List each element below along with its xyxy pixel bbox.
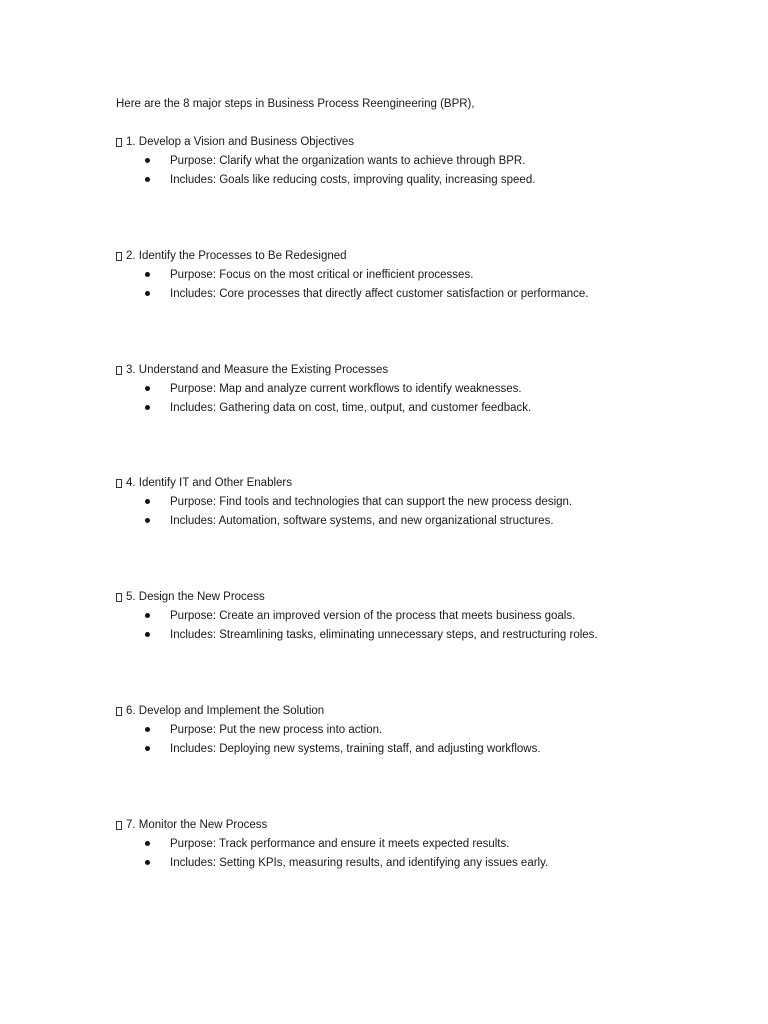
- bullet-icon: [145, 386, 150, 391]
- step-5: [116, 589, 736, 646]
- step-heading: [116, 248, 736, 264]
- bullet-icon: [145, 613, 150, 618]
- step-heading: [116, 475, 736, 491]
- list-item: [116, 627, 736, 646]
- list-item: [116, 400, 736, 419]
- list-item: [116, 513, 736, 532]
- bullet-text: Includes: Setting KPIs, measuring results, and identifying any issues early.: [170, 857, 549, 869]
- bullet-list: [116, 153, 736, 191]
- bullet-text: Purpose: Find tools and technologies that can support the new process design.: [170, 496, 573, 508]
- missing-glyph-icon: [116, 479, 122, 488]
- step-title: 7. Monitor the New Process: [126, 819, 268, 831]
- bullet-list: [116, 494, 736, 532]
- step-title: 5. Design the New Process: [126, 591, 265, 603]
- bullet-icon: [145, 727, 150, 732]
- bullet-text: Purpose: Map and analyze current workflows to identify weaknesses.: [170, 383, 522, 395]
- bullet-icon: [145, 746, 150, 751]
- missing-glyph-icon: [116, 138, 122, 147]
- bullet-list: [116, 381, 736, 419]
- step-7: [116, 817, 736, 874]
- step-title: 2. Identify the Processes to Be Redesigned: [126, 250, 347, 262]
- list-item: [116, 855, 736, 874]
- bullet-text: Purpose: Create an improved version of the process that meets business goals.: [170, 610, 576, 622]
- missing-glyph-icon: [116, 366, 122, 375]
- list-item: [116, 722, 736, 741]
- list-item: [116, 494, 736, 513]
- step-title: 4. Identify IT and Other Enablers: [126, 477, 292, 489]
- bullet-icon: [145, 158, 150, 163]
- step-title: 1. Develop a Vision and Business Objectives: [126, 136, 355, 148]
- list-item: [116, 153, 736, 172]
- missing-glyph-icon: [116, 593, 122, 602]
- step-heading: [116, 589, 736, 605]
- intro-text: Here are the 8 major steps in Business Process Reengineering (BPR),: [116, 98, 475, 110]
- bullet-icon: [145, 291, 150, 296]
- step-heading: [116, 817, 736, 833]
- bullet-icon: [145, 499, 150, 504]
- bullet-text: Includes: Goals like reducing costs, improving quality, increasing speed.: [170, 174, 536, 186]
- bullet-list: [116, 836, 736, 874]
- bullet-icon: [145, 632, 150, 637]
- list-item: [116, 286, 736, 305]
- bullet-icon: [145, 860, 150, 865]
- list-item: [116, 608, 736, 627]
- list-item: [116, 836, 736, 855]
- bullet-icon: [145, 272, 150, 277]
- bullet-text: Purpose: Put the new process into action.: [170, 724, 383, 736]
- bullet-text: Purpose: Clarify what the organization wants to achieve through BPR.: [170, 155, 526, 167]
- step-heading: [116, 703, 736, 719]
- bullet-icon: [145, 518, 150, 523]
- missing-glyph-icon: [116, 252, 122, 261]
- bullet-list: [116, 722, 736, 760]
- step-6: [116, 703, 736, 760]
- step-heading: [116, 362, 736, 378]
- step-2: [116, 248, 736, 305]
- list-item: [116, 381, 736, 400]
- bullet-icon: [145, 841, 150, 846]
- missing-glyph-icon: [116, 707, 122, 716]
- bullet-list: [116, 608, 736, 646]
- step-heading: [116, 134, 736, 150]
- bullet-text: Includes: Deploying new systems, training staff, and adjusting workflows.: [170, 743, 541, 755]
- bullet-text: Purpose: Focus on the most critical or inefficient processes.: [170, 269, 474, 281]
- bullet-text: Includes: Gathering data on cost, time, output, and customer feedback.: [170, 402, 532, 414]
- bullet-text: Purpose: Track performance and ensure it meets expected results.: [170, 838, 510, 850]
- step-3: [116, 362, 736, 419]
- list-item: [116, 267, 736, 286]
- step-title: 6. Develop and Implement the Solution: [126, 705, 325, 717]
- bullet-icon: [145, 177, 150, 182]
- step-4: [116, 475, 736, 532]
- bullet-list: [116, 267, 736, 305]
- step-1: [116, 134, 736, 191]
- step-title: 3. Understand and Measure the Existing Processes: [126, 364, 389, 376]
- list-item: [116, 172, 736, 191]
- bullet-text: Includes: Automation, software systems, and new organizational structures.: [170, 515, 554, 527]
- list-item: [116, 741, 736, 760]
- bullet-icon: [145, 405, 150, 410]
- bullet-text: Includes: Core processes that directly affect customer satisfaction or performance.: [170, 288, 589, 300]
- bullet-text: Includes: Streamlining tasks, eliminating unnecessary steps, and restructuring roles.: [170, 629, 598, 641]
- missing-glyph-icon: [116, 821, 122, 830]
